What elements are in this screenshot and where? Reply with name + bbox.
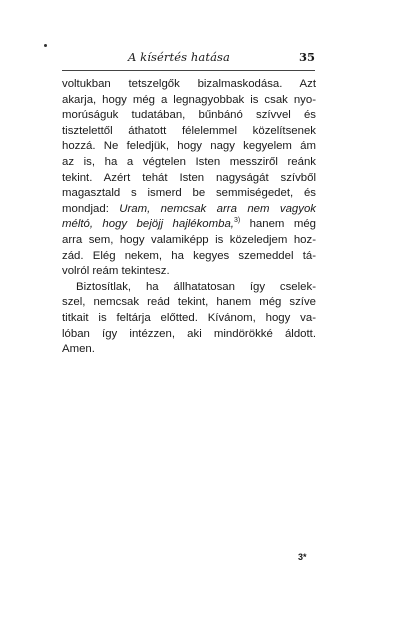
text-line: tisztelettől áthatott félelemmel közelítsenek [62,124,316,137]
body-text [62,77,316,358]
text-line: volról reám tekintesz. [62,265,170,278]
text-fragment: hanem még [240,218,316,231]
text-line: morúságuk tudatában, bűnbánó szívvel és [62,109,316,122]
paragraph-1 [62,77,316,280]
text-line: akarja, hogy még a legnagyobbak is csak nyo- [62,93,316,106]
text-line: Biztosítlak, ha állhatatosan így cselek- [76,280,316,293]
running-header-title: A kísértés hatása [128,50,230,64]
text-line: zád. Elég nekem, ha kegyes szemeddel tá- [62,249,316,262]
text-line: Amen. [62,343,95,356]
text-fragment: mondjad: [62,202,109,215]
text-line-with-quote [62,217,316,233]
text-line: lóban így intézzen, aki mindörökké áldott. [62,327,316,340]
page-number: 35 [298,50,315,64]
header-rule [62,70,315,71]
footnote-reference: 3) [233,217,241,225]
text-line: magasztald s ismerd be semmiségedet, és [62,187,316,200]
signature-mark: 3* [298,552,307,562]
quote-text: méltó, hogy bejöjj hajlékomba, [62,218,234,231]
text-line: titkait is feltárja előtted. Kívánom, hogy va- [62,311,316,324]
text-line: az is, ha a végtelen Isten messziről reánk [62,155,316,168]
running-header [58,50,315,66]
text-line: szel, nemcsak reád tekint, hanem még szíve [62,296,316,309]
text-line: hozzá. Ne feledjük, hogy nagy kegyelem ám [62,140,316,153]
text-line: arra sem, hogy valamiképp is közeledjem hoz- [62,233,316,246]
text-line: voltukban tetszelgők bizalmaskodása. Azt [62,78,316,90]
paragraph-2 [62,280,316,358]
text-line: tekint. Azért tehát Isten nagyságát szívből [62,171,316,184]
quote-text: Uram, nemcsak arra nem vagyok [119,202,316,215]
speck-mark [44,44,47,47]
text-line-with-quote [62,202,316,218]
